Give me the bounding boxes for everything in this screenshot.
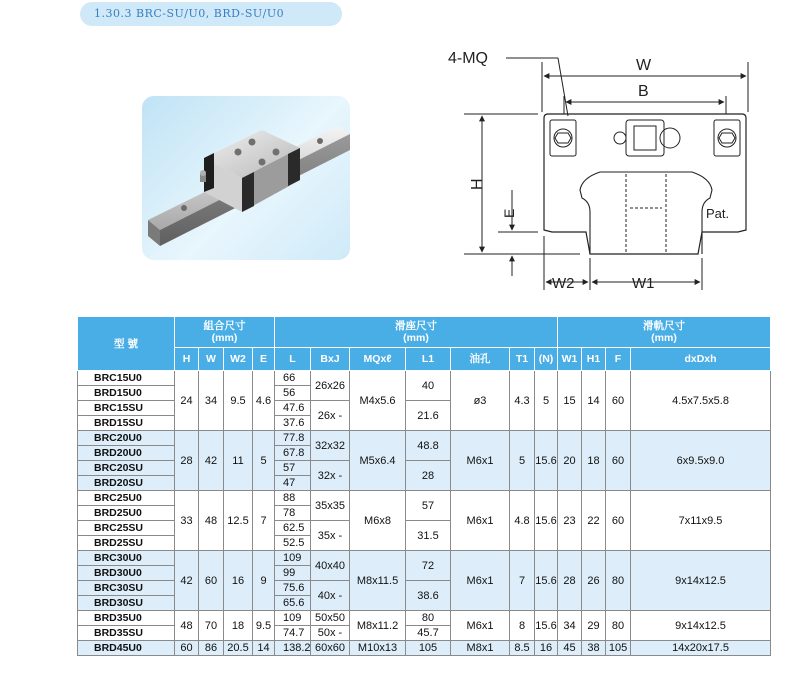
cell-bxj: 32x32: [311, 431, 350, 461]
cell-l: 66: [275, 371, 311, 386]
cell-oil: M6x1: [451, 491, 510, 551]
cell-dxdxh: 9x14x12.5: [631, 551, 771, 611]
cell-w1: 34: [558, 611, 582, 641]
cell-model: BRC25SU: [78, 521, 175, 536]
cell-f: 80: [606, 611, 631, 641]
column-headers: [78, 348, 771, 371]
cell-oil: M6x1: [451, 551, 510, 611]
cell-bxj: 50x -: [311, 626, 350, 641]
cell-w1: 45: [558, 641, 582, 656]
label-w: W: [636, 57, 652, 74]
cell-t1: 5: [510, 431, 535, 491]
cell-dxdxh: 14x20x17.5: [631, 641, 771, 656]
cell-w1: 28: [558, 551, 582, 611]
cell-bxj: 50x50: [311, 611, 350, 626]
cell-l1: 72: [406, 551, 451, 581]
cell-l: 75.6: [275, 581, 311, 596]
cell-l1: 40: [406, 371, 451, 401]
cell-model: BRC20U0: [78, 431, 175, 446]
cell-w2: 18: [224, 611, 253, 641]
column-header-oil: 油孔: [451, 348, 510, 371]
label-pat: Pat.: [706, 206, 730, 221]
cell-t1: 7: [510, 551, 535, 611]
cell-h1: 18: [582, 431, 606, 491]
cell-mqxl: M8x11.5: [350, 551, 406, 611]
cell-w2: 11: [224, 431, 253, 491]
cell-mqxl: M4x5.6: [350, 371, 406, 431]
cell-t1: 8.5: [510, 641, 535, 656]
model-group: [78, 431, 771, 491]
cell-model: BRD30U0: [78, 566, 175, 581]
cell-mqxl: M5x6.4: [350, 431, 406, 491]
cell-model: BRC15SU: [78, 401, 175, 416]
cell-l: 88: [275, 491, 311, 506]
header-block: 滑座尺寸 (mm): [275, 317, 558, 348]
cell-model: BRC30SU: [78, 581, 175, 596]
table-header: [78, 317, 771, 371]
product-photo: [142, 96, 350, 260]
cell-oil: M6x1: [451, 431, 510, 491]
cell-w: 70: [199, 611, 224, 641]
cell-w: 60: [199, 551, 224, 611]
cell-l: 47.6: [275, 401, 311, 416]
cell-l1: 28: [406, 461, 451, 491]
model-group: [78, 611, 771, 641]
cell-model: BRC20SU: [78, 461, 175, 476]
section-title: 1.30.3 BRC-SU/U0, BRD-SU/U0: [80, 2, 342, 26]
cell-h1: 26: [582, 551, 606, 611]
cell-l: 138.2: [275, 641, 311, 656]
cell-f: 60: [606, 491, 631, 551]
cell-l: 77.8: [275, 431, 311, 446]
cell-w: 42: [199, 431, 224, 491]
cell-l: 37.6: [275, 416, 311, 431]
cell-dxdxh: 9x14x12.5: [631, 611, 771, 641]
cell-bxj: 40x40: [311, 551, 350, 581]
cell-h: 60: [175, 641, 199, 656]
cell-dxdxh: 4.5x7.5x5.8: [631, 371, 771, 431]
column-header-w1: W1: [558, 348, 582, 371]
cell-n: 16: [535, 641, 558, 656]
cell-e: 9: [253, 551, 275, 611]
cell-w1: 20: [558, 431, 582, 491]
cell-h: 33: [175, 491, 199, 551]
column-header-h: H: [175, 348, 199, 371]
table-row: [78, 431, 771, 446]
model-group: [78, 491, 771, 551]
cell-f: 60: [606, 371, 631, 431]
cell-l1: 38.6: [406, 581, 451, 611]
model-group: [78, 641, 771, 656]
cell-l1: 105: [406, 641, 451, 656]
cell-h: 42: [175, 551, 199, 611]
column-header-e: E: [253, 348, 275, 371]
cell-bxj: 35x -: [311, 521, 350, 551]
cell-l: 78: [275, 506, 311, 521]
grease-nipple-cap: [200, 170, 206, 176]
table-row: [78, 371, 771, 386]
cell-e: 4.6: [253, 371, 275, 431]
cell-model: BRC30U0: [78, 551, 175, 566]
cell-w: 48: [199, 491, 224, 551]
cell-dxdxh: 7x11x9.5: [631, 491, 771, 551]
spec-table: [77, 316, 771, 656]
cell-t1: 4.3: [510, 371, 535, 431]
cell-n: 5: [535, 371, 558, 431]
cell-h: 28: [175, 431, 199, 491]
label-w1: W1: [632, 275, 655, 292]
cell-w2: 12.5: [224, 491, 253, 551]
model-group: [78, 371, 771, 431]
cell-f: 80: [606, 551, 631, 611]
cell-w2: 20.5: [224, 641, 253, 656]
header-assembly: 組合尺寸 (mm): [175, 317, 275, 348]
table-row: [78, 551, 771, 566]
cell-mqxl: M8x11.2: [350, 611, 406, 641]
table-row: [78, 491, 771, 506]
column-header-w: W: [199, 348, 224, 371]
cell-l: 62.5: [275, 521, 311, 536]
cell-f: 105: [606, 641, 631, 656]
cell-w1: 15: [558, 371, 582, 431]
column-header-n: (N): [535, 348, 558, 371]
cell-l: 99: [275, 566, 311, 581]
cell-model: BRD45U0: [78, 641, 175, 656]
cell-e: 7: [253, 491, 275, 551]
cell-e: 9.5: [253, 611, 275, 641]
cell-mqxl: M6x8: [350, 491, 406, 551]
cross-section-diagram: [430, 40, 770, 300]
cell-bxj: 32x -: [311, 461, 350, 491]
label-4-mq: 4-MQ: [448, 50, 488, 67]
header-model: 型 號: [78, 317, 175, 371]
cell-e: 5: [253, 431, 275, 491]
cell-w2: 9.5: [224, 371, 253, 431]
cell-l: 57: [275, 461, 311, 476]
table-row: [78, 611, 771, 626]
cell-oil: M8x1: [451, 641, 510, 656]
cell-n: 15.6: [535, 611, 558, 641]
cell-model: BRC25U0: [78, 491, 175, 506]
cell-l: 56: [275, 386, 311, 401]
cell-t1: 4.8: [510, 491, 535, 551]
column-header-w2: W2: [224, 348, 253, 371]
cell-w: 34: [199, 371, 224, 431]
header-rail: 滑軌尺寸 (mm): [558, 317, 771, 348]
label-h: H: [469, 178, 486, 190]
label-e: E: [501, 208, 517, 218]
cell-bxj: 26x -: [311, 401, 350, 431]
cell-model: BRD25U0: [78, 506, 175, 521]
column-header-bxj: BxJ: [311, 348, 350, 371]
end-seal: [288, 148, 300, 186]
technical-drawing: [430, 40, 770, 300]
cell-bxj: 60x60: [311, 641, 350, 656]
cell-h1: 14: [582, 371, 606, 431]
column-header-mqxl: MQxℓ: [350, 348, 406, 371]
cell-model: BRD20U0: [78, 446, 175, 461]
cell-oil: M6x1: [451, 611, 510, 641]
cell-n: 15.6: [535, 491, 558, 551]
label-w2: W2: [552, 275, 575, 292]
cell-h: 48: [175, 611, 199, 641]
cell-l: 109: [275, 551, 311, 566]
column-header-t1: T1: [510, 348, 535, 371]
cell-l: 52.5: [275, 536, 311, 551]
rail-hole-icon: [181, 205, 187, 211]
cell-model: BRD30SU: [78, 596, 175, 611]
cell-e: 14: [253, 641, 275, 656]
cell-l1: 45.7: [406, 626, 451, 641]
block-hole-icon: [235, 149, 242, 156]
cell-w1: 23: [558, 491, 582, 551]
model-group: [78, 551, 771, 611]
cell-dxdxh: 6x9.5x9.0: [631, 431, 771, 491]
cell-w2: 16: [224, 551, 253, 611]
cell-bxj: 26x26: [311, 371, 350, 401]
block-hole-icon: [249, 139, 256, 146]
cell-h1: 22: [582, 491, 606, 551]
cell-n: 15.6: [535, 551, 558, 611]
end-seal: [242, 172, 254, 212]
cell-h: 24: [175, 371, 199, 431]
column-header-l: L: [275, 348, 311, 371]
column-header-dxdxh: dxDxh: [631, 348, 771, 371]
cell-l1: 57: [406, 491, 451, 521]
cell-l1: 48.8: [406, 431, 451, 461]
cell-t1: 8: [510, 611, 535, 641]
cell-h1: 29: [582, 611, 606, 641]
cell-f: 60: [606, 431, 631, 491]
block-hole-icon: [259, 159, 266, 166]
column-header-l1: L1: [406, 348, 451, 371]
cell-l1: 21.6: [406, 401, 451, 431]
cell-l: 65.6: [275, 596, 311, 611]
cell-l1: 80: [406, 611, 451, 626]
cell-n: 15.6: [535, 431, 558, 491]
cell-w: 86: [199, 641, 224, 656]
cell-bxj: 40x -: [311, 581, 350, 611]
cell-l1: 31.5: [406, 521, 451, 551]
cell-oil: ø3: [451, 371, 510, 431]
block-hole-icon: [273, 149, 280, 156]
cell-l: 67.8: [275, 446, 311, 461]
label-b: B: [638, 83, 649, 100]
cell-model: BRD20SU: [78, 476, 175, 491]
column-header-h1: H1: [582, 348, 606, 371]
rail-hole-icon: [317, 138, 323, 144]
cell-l: 109: [275, 611, 311, 626]
cell-model: BRD25SU: [78, 536, 175, 551]
column-header-f: F: [606, 348, 631, 371]
cell-h1: 38: [582, 641, 606, 656]
cell-l: 47: [275, 476, 311, 491]
table-row: [78, 641, 771, 656]
cell-mqxl: M10x13: [350, 641, 406, 656]
cell-l: 74.7: [275, 626, 311, 641]
cell-model: BRD15U0: [78, 386, 175, 401]
cell-model: BRD15SU: [78, 416, 175, 431]
cell-model: BRD35U0: [78, 611, 175, 626]
linear-guide-illustration: [142, 96, 350, 260]
cell-model: BRC15U0: [78, 371, 175, 386]
cell-bxj: 35x35: [311, 491, 350, 521]
cell-model: BRD35SU: [78, 626, 175, 641]
